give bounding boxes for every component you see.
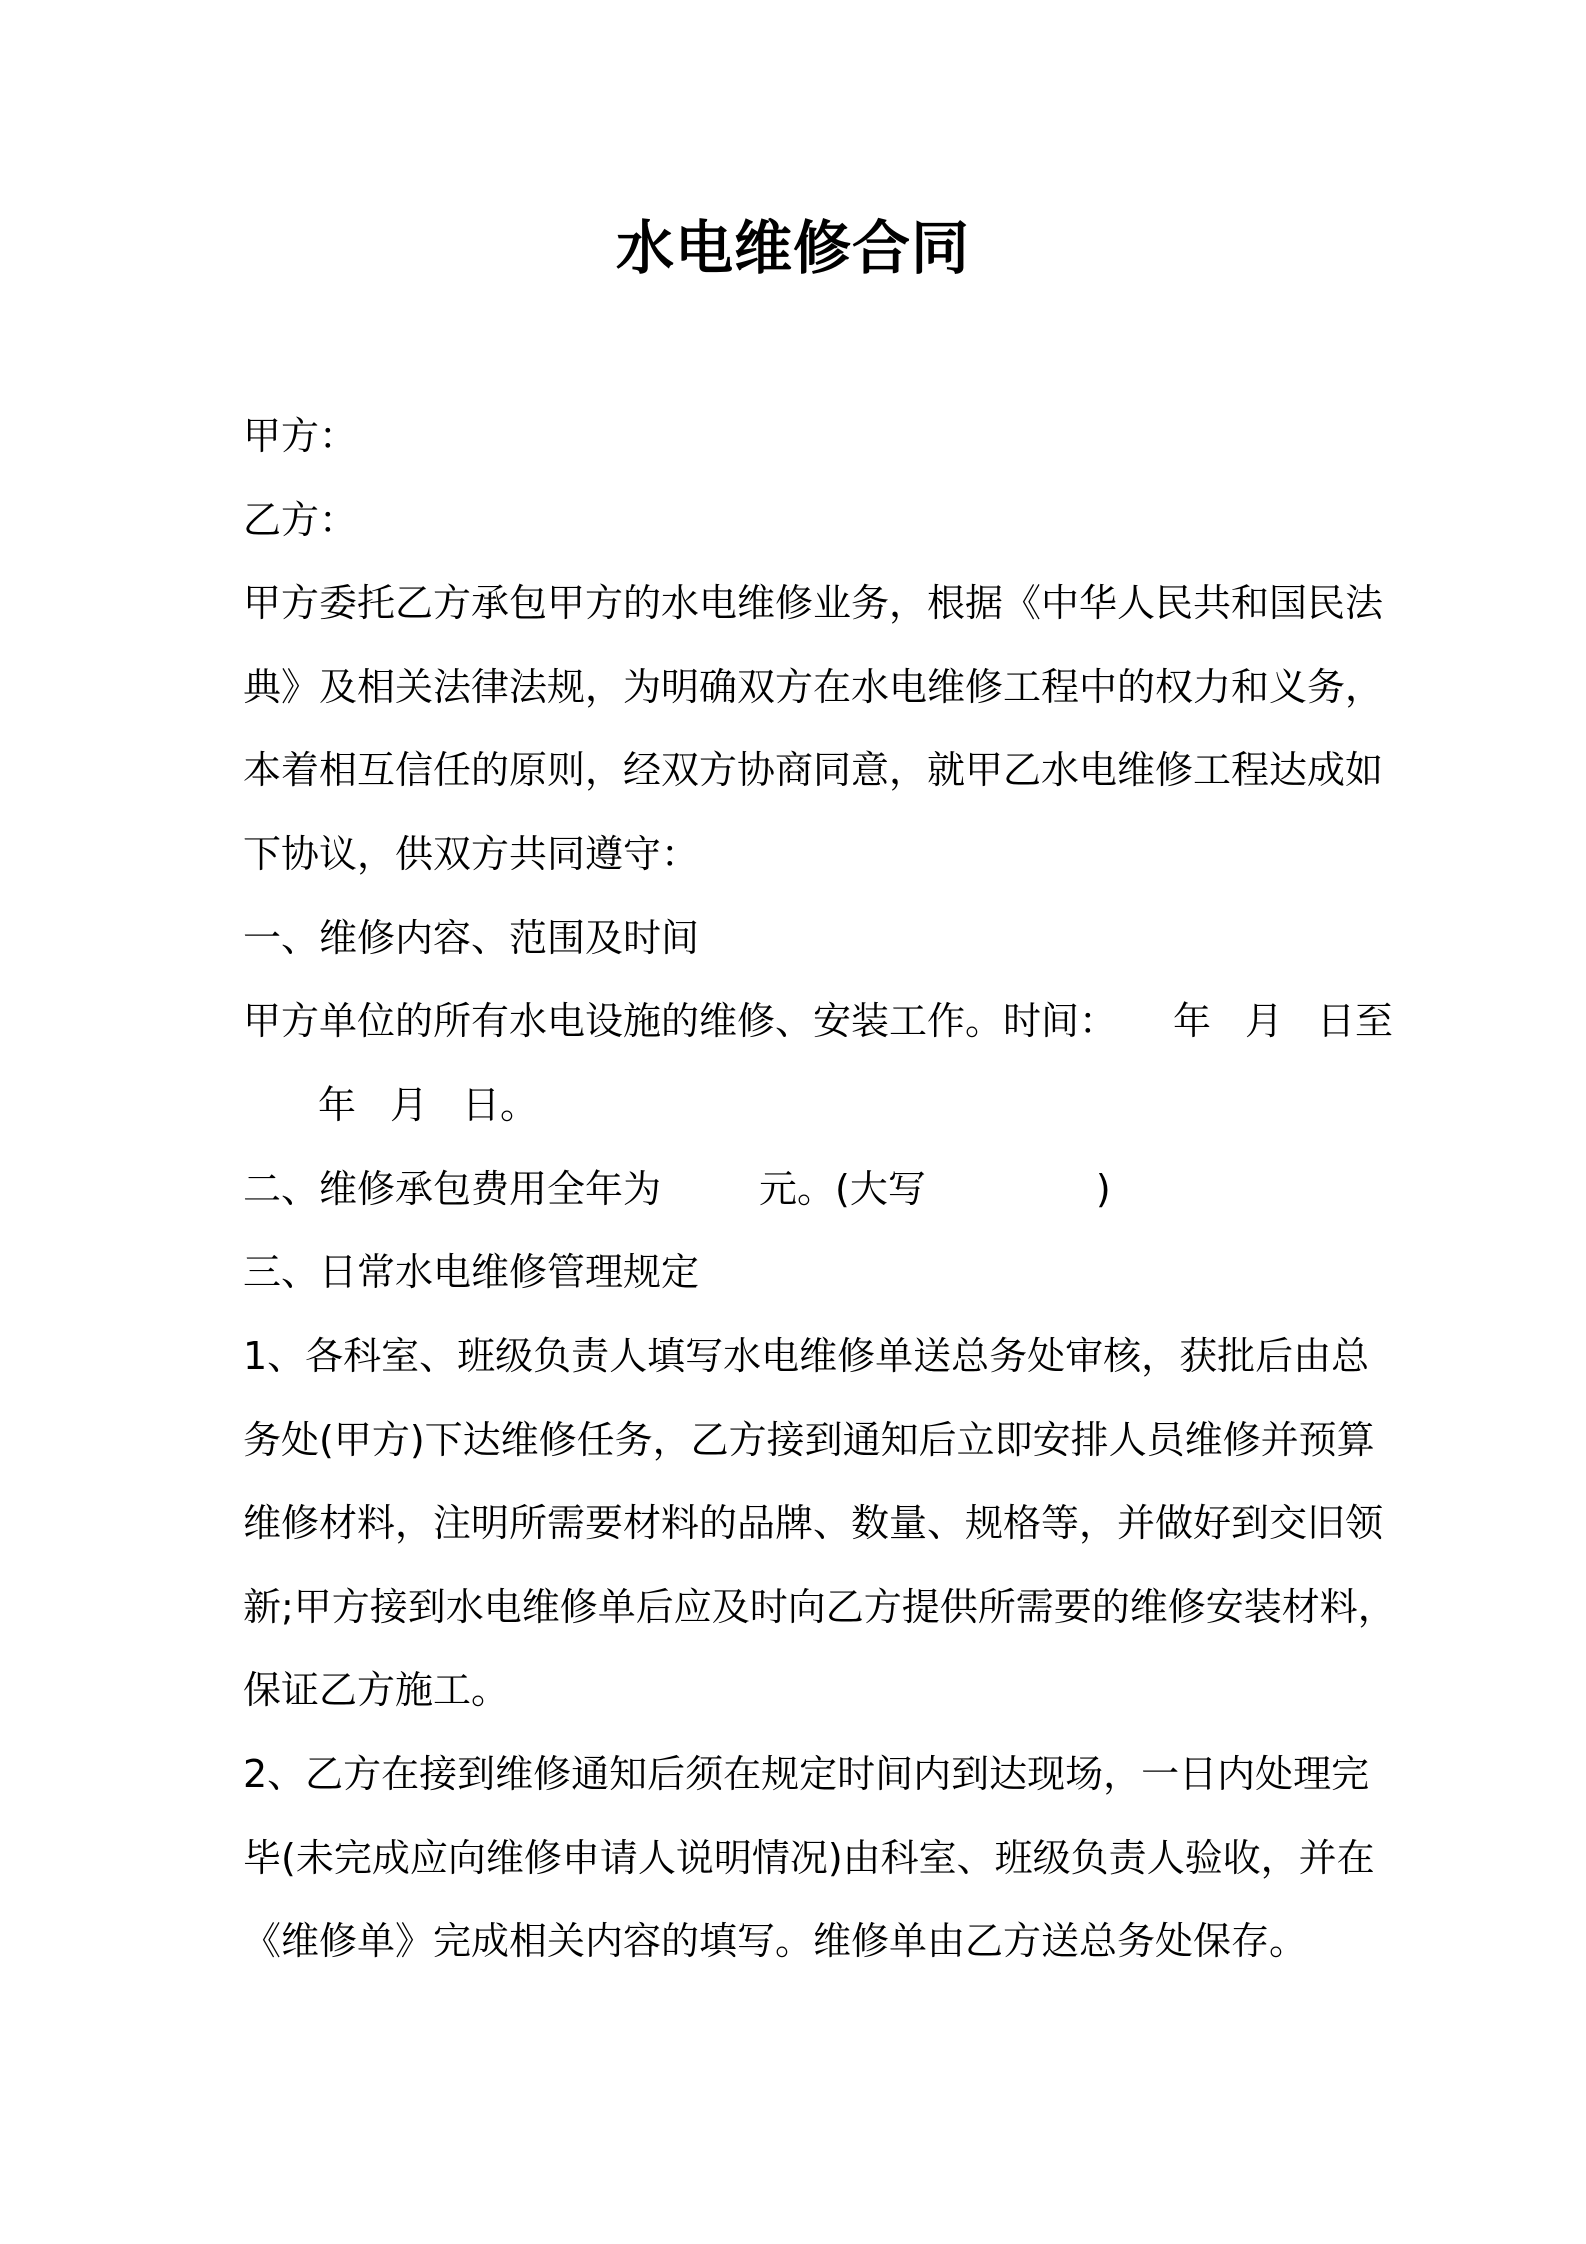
close-paren: ) (1095, 1167, 1111, 1211)
item1-line: 维修材料，注明所需要材料的品牌、数量、规格等，并做好到交旧领 (243, 1501, 1384, 1545)
party-b-label: 乙方： (243, 498, 358, 542)
intro-line: 典》及相关法律法规，为明确双方在水电维修工程中的权力和义务， (243, 665, 1384, 709)
year-label: 年 (318, 1083, 357, 1127)
item2-line: 《维修单》完成相关内容的填写。维修单由乙方送总务处保存。 (243, 1919, 1308, 1963)
item1-line: 1、各科室、班级负责人填写水电维修单送总务处审核，获批后由总 (243, 1334, 1370, 1378)
intro-line: 本着相互信任的原则，经双方协商同意，就甲乙水电维修工程达成如 (243, 748, 1384, 792)
yuan-capital-label: 元。(大写 (759, 1167, 926, 1211)
item1-line: 保证乙方施工。 (243, 1668, 510, 1712)
section1-time-line (243, 995, 1394, 1047)
item2-line: 2、乙方在接到维修通知后须在规定时间内到达现场，一日内处理完 (243, 1752, 1370, 1796)
section1-heading: 一、维修内容、范围及时间 (243, 916, 700, 960)
day-to-label: 日至 (1317, 999, 1394, 1043)
section1-end-date-line (318, 1079, 1428, 1131)
item1-line: 新;甲方接到水电维修单后应及时向乙方提供所需要的维修安装材料， (243, 1585, 1396, 1629)
section2-heading: 二、维修承包费用全年为 (243, 1167, 662, 1211)
section3-heading: 三、日常水电维修管理规定 (243, 1250, 700, 1294)
section2-fee-line (243, 1163, 1353, 1215)
intro-line: 下协议，供双方共同遵守： (243, 832, 700, 876)
year-label: 年 (1173, 999, 1212, 1043)
day-end-label: 日。 (462, 1083, 539, 1127)
item1-line: 务处(甲方)下达维修任务，乙方接到通知后立即安排人员维修并预算 (243, 1418, 1375, 1462)
contract-title: 水电维修合同 (615, 214, 970, 282)
intro-line: 甲方委托乙方承包甲方的水电维修业务，根据《中华人民共和国民法 (243, 581, 1384, 625)
party-a-label: 甲方： (243, 414, 358, 458)
section1-time-text: 甲方单位的所有水电设施的维修、安装工作。时间： (243, 999, 1118, 1043)
month-label: 月 (390, 1083, 429, 1127)
month-label: 月 (1245, 999, 1284, 1043)
item2-line: 毕(未完成应向维修申请人说明情况)由科室、班级负责人验收，并在 (243, 1836, 1375, 1880)
